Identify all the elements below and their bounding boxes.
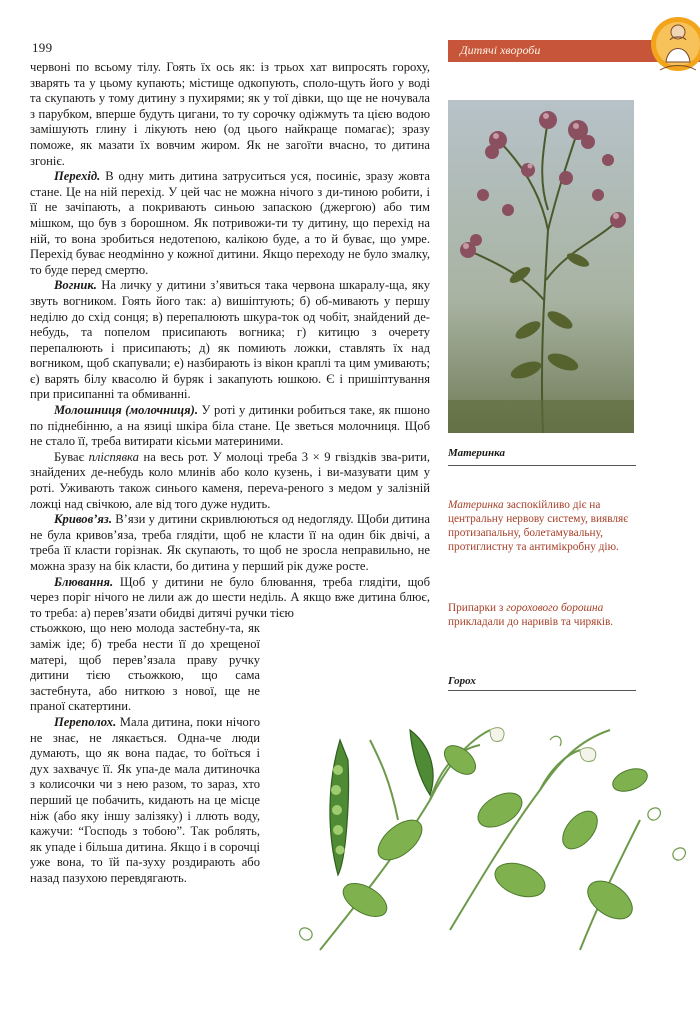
text-vohnyk: На личку у дитини з’явиться така червона шкаралу-ща, яку звуть вогником. Гоять його так: а) вишіптують; б) об-мивають у першу неділю до схід сонця; в) перепалюють шкура-ток од чобіт, знайдений де-небудь, та попелом присипають вогника; г) китицю з очерету перепалюють і присипають; д) як помиють ложки, ставлять їх над вогником, щоб скапували; е) назбирають із вікон краплі та цим умивають; є) варять білу квасолю й буряк і закапують юшкою. Є і пришіптування при присипанні та обмиванні. <box>30 278 430 402</box>
text-kryvoviaz: В’язи у дитини скривлюються од недогляду. Щоби дитина не була кривов’яза, треба глядіти, щоб не класти її на один бік двічі, а треба її класти горізнак. Як скупають, то щоб не зросла неправильно, не можна зразу на бік класти, бо дитина у перший рік дуже росте. <box>30 512 430 573</box>
text-bliuvannia: Щоб у дитини не було блювання, треба глядіти, щоб через поріг нічого не лили аж до шести неділь. А якщо вже дитина блює, то треба: а) перев’язати обидві дитячі ручки тією <box>30 574 430 620</box>
term-bliuvannia: Блювання. <box>54 574 114 589</box>
text-plisniavka-pre: Буває <box>54 449 89 464</box>
caption-pea: Горох <box>448 675 476 687</box>
section-title: Дитячі хвороби <box>460 43 541 57</box>
caption-rule-bottom <box>448 690 636 691</box>
term-perekhid: Перехід. <box>54 169 101 184</box>
pea-illustration <box>280 700 700 970</box>
paragraph-bliuvannia <box>30 575 430 622</box>
term-kryvoviaz: Кривов’яз. <box>54 512 112 527</box>
text-molochnytsia: У роті у дитинки робиться таке, як пшоно по піднебінню, а на язиці шкіра біла стане. Це зветься молочниця. Щоб не стало її, треба витирати кісьми материними. <box>30 403 430 449</box>
paragraph-vohnyk <box>30 278 430 403</box>
note-oregano-word: Материнка <box>448 499 504 511</box>
text-perekhid: В одну мить дитина затруситься уся, посиніє, зразу жовта стане. Це на ній перехід. У цей час не можна нічого з ди-тиною робити, і її не зачіпають, а покривають синьою запаскою (джергою) або тим мішком, що був з борошном. Як потривожи-ти ту дитину, що перехід на ній, то вона зробиться недотепою, калікою буде, а то й буває, що умре. Перехід буває неодмінно у кожної дитини. Якщо переходу не було змалку, то буде перед смертю. <box>30 169 430 277</box>
term-vohnyk: Вогник. <box>54 278 97 293</box>
text-plisniavka: на весь рот. У молоці треба 3 × 9 гвіздків зва-рити, знайдених де-небудь коло млинів або коло кузень, і ви-мазувати цим у роті. Уживають також синього каменя, переva-реного з медом у залізній ложці над свічкою, але від того дуже нудить. <box>30 449 431 511</box>
note-pea-text: прикладали до наривів та чиряків. <box>448 616 614 628</box>
paragraph-kryvoviaz <box>30 512 430 574</box>
narrow-column <box>30 621 260 886</box>
text-perepolokh: Мала дитина, поки нічого не знає, не лякається. Одна-че люди думають, що як вона падає, то боїться і дух захвачує її. Як упа-де мала дитиночка з колисочки чи з нею разом, то зараз, хто перший це побачить, кидають на це місце ніж (або яку іншу залізяку) і ллють воду, кажучи: “Господь з тобою”. Так роблять, як упаде і більша дитина. Якщо і в сорочці уже вона, то їй па-зуху роздирають або назад пазухою перевдягають. <box>30 714 260 885</box>
caption-rule-top <box>448 465 636 466</box>
paragraph-plisniavka <box>30 450 430 512</box>
page-number: 199 <box>32 40 53 55</box>
paragraph-perepolokh <box>30 715 260 887</box>
caption-oregano: Материнка <box>448 447 505 459</box>
paragraph-perekhid <box>30 169 430 278</box>
note-pea-emph: горохового борошна <box>506 602 604 614</box>
paragraph-bliuvannia-continued: стьожкою, що нею молода застебну-та, як заміж іде; б) треба нести її до хрещеної матері, щоб перев’язала праву ручку дитини тією стьожкою, що сама застебнута, або ниткою з нової, ще не праної скатертини. <box>30 621 260 714</box>
oregano-photo <box>448 100 634 433</box>
intro-paragraph: червоні по всьому тілу. Гоять їх ось як: із трьох хат випросять гороху, зварять та у цьому купають; містище одкопують, споло-щуть його у воді та скупають у тому дитину з пухирями; як у тої дівки, що ще не ночувала з парубком, вперше будуть цигани, то ту сорочку одіжмуть та цією водою замішують глину і лікують нею (од цього найкраще помагає); зразу поможе, як мазати їх вовчим жиром. Як не загоїти вчасно, то дитина згоніє. <box>30 60 430 168</box>
paragraph-molochnytsia <box>30 403 430 450</box>
figure-icon <box>650 14 700 76</box>
note-pea-flour <box>448 601 648 629</box>
note-oregano <box>448 498 648 554</box>
term-perepolokh: Переполох. <box>54 714 117 729</box>
note-pea-pre: Припарки з <box>448 602 507 614</box>
note-oregano-text: заспокійливо діє на центральну нервову систему, виявляє протизапальну, болетамувальну, протиглистну та антимікробну дію. <box>448 499 629 553</box>
term-molochnytsia: Молошниця (молочниця). <box>54 403 198 418</box>
term-plisniavka: плісnявка <box>88 449 139 464</box>
